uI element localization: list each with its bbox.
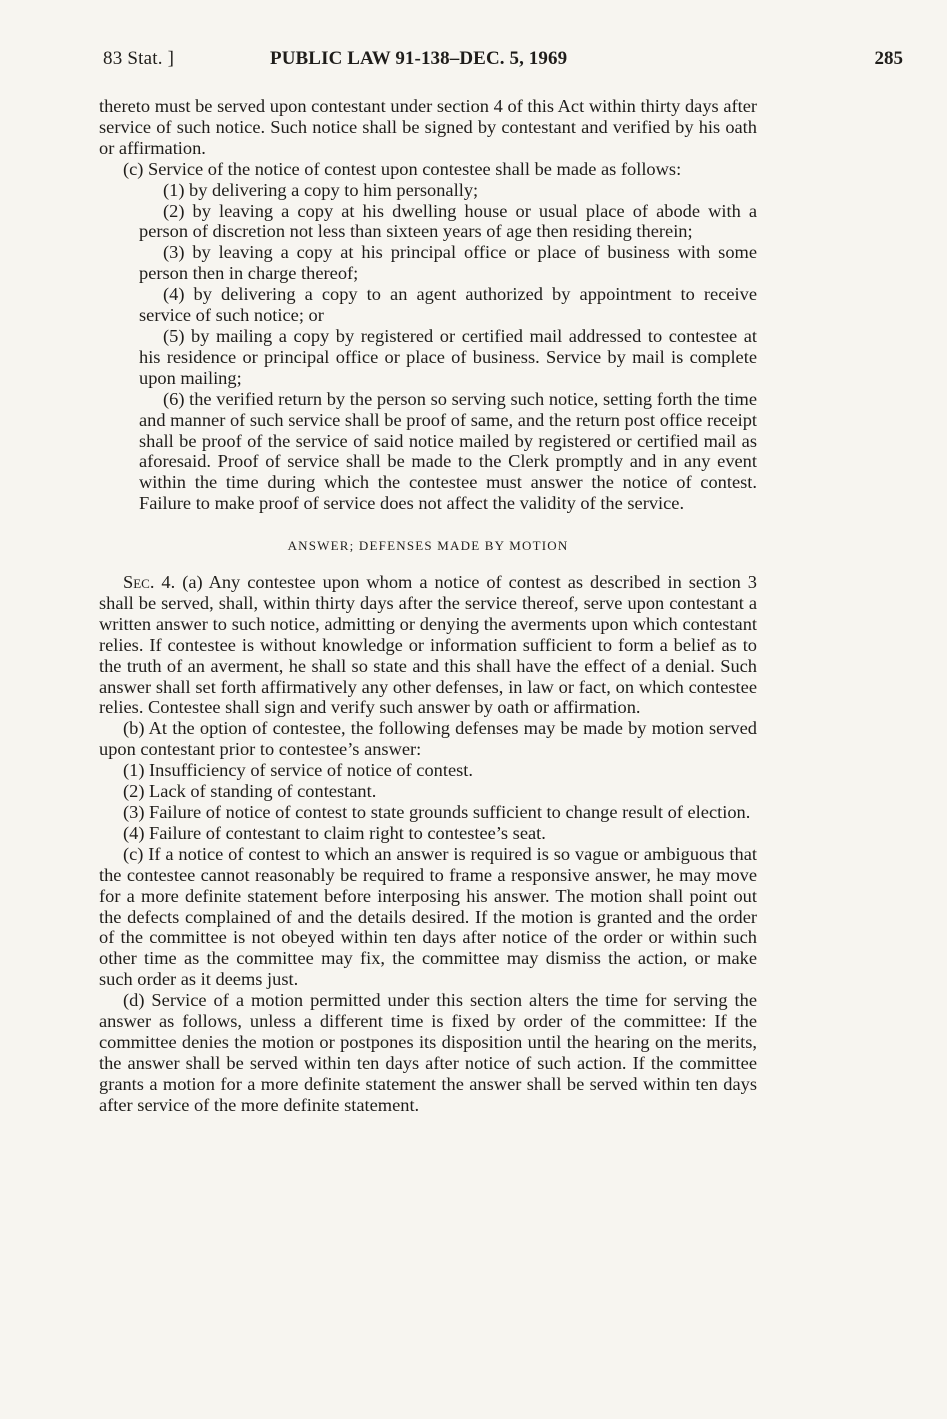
statute-reference: 83 Stat. ] (103, 48, 175, 69)
service-item-1: (1) by delivering a copy to him personally; (163, 179, 479, 200)
paragraph-continued: thereto must be served upon contestant under section 4 of this Act within thirty days after service of such notice. Such notice shall be signed by contestant and verified by his oath or affirmation. (99, 96, 757, 158)
service-item-5: (5) by mailing a copy by registered or certified mail addressed to contestee at his residence or principal office or place of business. Service by mail is complete upon mailing; (139, 325, 757, 388)
paragraph-c-service: (c) Service of the notice of contest upon contestee shall be made as follows: (123, 158, 682, 179)
defense-item-3: (3) Failure of notice of contest to state grounds sufficient to change result of election. (123, 802, 751, 822)
defense-item-1: (1) Insufficiency of service of notice of contest. (123, 760, 473, 781)
paragraph-b-defenses: (b) At the option of contestee, the following defenses may be made by motion served upon contestant prior to contestee’s answer: (99, 718, 757, 760)
service-item-4: (4) by delivering a copy to an agent authorized by appointment to receive service of such notice; or (139, 284, 757, 326)
paragraph-d-motion-service: (d) Service of a motion permitted under this section alters the time for serving the answer as follows, unless a different time is fixed by order of the committee: If the committee denies the motion or postpones its disposition until the hearing on the merits, the answer shall be served within ten days after notice of such action. If the committee grants a motion for a more definite statement the answer shall be served within ten days after service of the more definite statement. (99, 990, 757, 1115)
paragraph-a-answer (99, 572, 757, 718)
body-text (99, 96, 757, 1116)
page-header (103, 48, 903, 76)
defense-item-2: (2) Lack of standing of contestant. (123, 781, 377, 802)
service-item-3: (3) by leaving a copy at his principal office or place of business with some person then in charge thereof; (139, 242, 757, 284)
section-label: Sec. 4. (123, 572, 176, 593)
page-number: 285 (874, 48, 903, 69)
service-item-6: (6) the verified return by the person so serving such notice, setting forth the time and manner of such service shall be proof of same, and the return post office receipt shall be proof of the service of said notice mailed by registered or certified mail as aforesaid. Proof of service shall be made to the Clerk promptly and in any event within the time during which the contestee must answer the notice of contest. Failure to make proof of service does not affect the validity of the service. (139, 388, 757, 514)
law-title: PUBLIC LAW 91-138–DEC. 5, 1969 (270, 48, 568, 69)
paragraph-a-text: (a) Any contestee upon whom a notice of contest as described in section 3 shall be served, shall, within thirty days after the service thereof, serve upon contestant a written answer to such notice, admitting or denying the averments upon which contestant relies. If contestee is without knowledge or information sufficient to form a belief as to the truth of an averment, he shall so state and this shall have the effect of a denial. Such answer shall set forth affirmatively any other defenses, in law or fact, on which contestee relies. Contestee shall sign and verify such answer by oath or affirmation. (99, 572, 758, 718)
service-item-2: (2) by leaving a copy at his dwelling house or usual place of abode with a person of discretion not less than sixteen years of age then residing therein; (139, 200, 757, 242)
section-heading: ANSWER; DEFENSES MADE BY MOTION (287, 538, 569, 554)
defense-item-4: (4) Failure of contestant to claim right to contestee’s seat. (123, 822, 546, 843)
paragraph-c-definite-statement: (c) If a notice of contest to which an answer is required is so vague or ambiguous that the contestee cannot reasonably be required to frame a responsive answer, he may move for a more definite statement before interposing his answer. The motion shall point out the defects complained of and the details desired. If the motion is granted and the order of the committee is not obeyed within ten days after notice of the order or within such other time as the committee may fix, the committee may dismiss the action, or make such order as it deems just. (99, 843, 757, 990)
